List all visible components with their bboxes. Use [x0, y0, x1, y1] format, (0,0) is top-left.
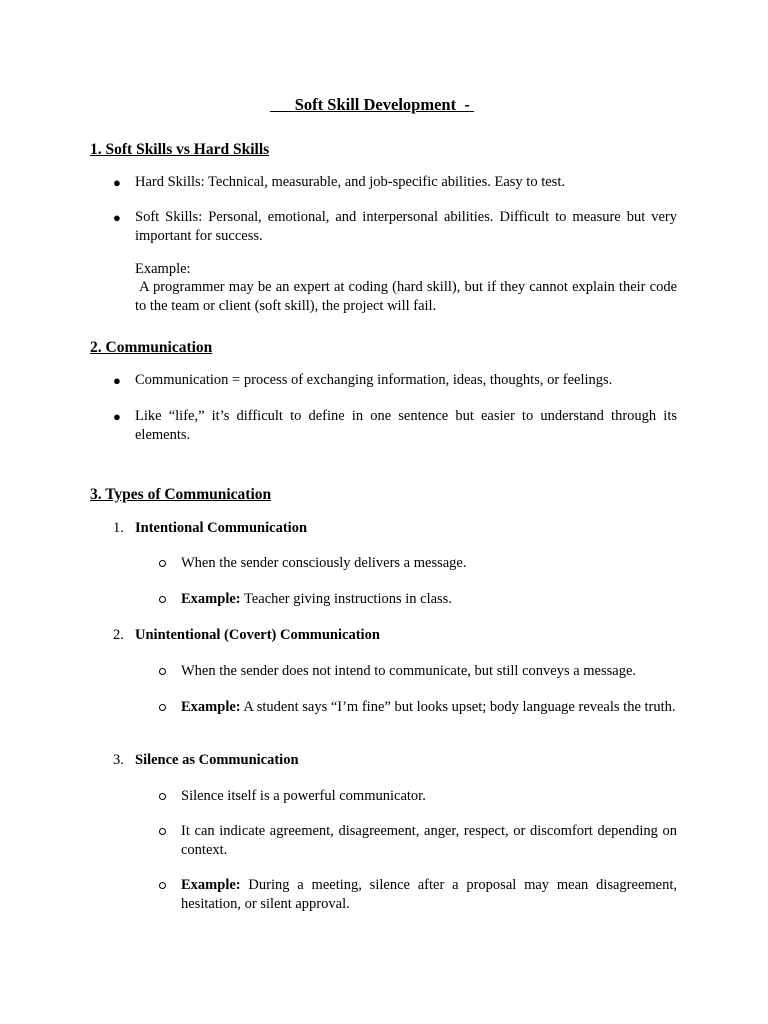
bullet-dot-icon: ● — [113, 210, 121, 225]
bullet-hard-skills: Hard Skills: Technical, measurable, and job-specific abilities. Easy to test. — [135, 174, 565, 190]
circle-bullet-icon — [159, 882, 166, 889]
page-title: Soft Skill Development - — [294, 95, 470, 114]
section-heading-communication: 2. Communication — [90, 339, 213, 356]
circle-bullet-icon — [159, 704, 166, 711]
item-title-silence: Silence as Communication — [135, 752, 299, 768]
list-number: 2. — [113, 627, 124, 643]
circle-bullet-icon — [159, 596, 166, 603]
point-text: When the sender does not intend to communicate, but still conveys a message. — [181, 663, 637, 679]
item-title-intentional: Intentional Communication — [135, 520, 308, 536]
bullet-communication-definition: Communication = process of exchanging information, ideas, thoughts, or feelings. — [135, 372, 613, 388]
circle-bullet-icon — [159, 560, 166, 567]
bullet-dot-icon: ● — [113, 409, 121, 424]
point-example: Example: A student says “I’m fine” but looks upset; body language reveals the truth. — [181, 699, 676, 715]
bullet-communication-life: Like “life,” it’s difficult to define in one sentence but easier to understand through its elements. — [135, 408, 677, 443]
point-example: Example: Teacher giving instructions in class. — [181, 591, 452, 607]
bullet-dot-icon: ● — [113, 373, 121, 388]
point-text: Silence itself is a powerful communicator. — [181, 788, 426, 804]
item-title-unintentional: Unintentional (Covert) Communication — [135, 627, 380, 643]
point-text: It can indicate agreement, disagreement, anger, respect, or discomfort depending on context. — [181, 823, 677, 858]
point-example: Example: During a meeting, silence after a proposal may mean disagreement, hesitation, or silent approval. — [181, 877, 681, 912]
bullet-dot-icon: ● — [113, 175, 121, 190]
section-heading-soft-vs-hard: 1. Soft Skills vs Hard Skills — [90, 141, 270, 158]
example-label: Example: — [135, 261, 191, 277]
circle-bullet-icon — [159, 828, 166, 835]
example-text: A programmer may be an expert at coding (hard skill), but if they cannot explain their code to the team or client (soft skill), the project will fail. — [135, 279, 681, 314]
list-number: 3. — [113, 752, 124, 768]
point-text: When the sender consciously delivers a message. — [181, 555, 467, 571]
circle-bullet-icon — [159, 793, 166, 800]
bullet-soft-skills: Soft Skills: Personal, emotional, and interpersonal abilities. Difficult to measure but very important for success. — [135, 209, 677, 244]
list-number: 1. — [113, 520, 124, 536]
section-heading-types: 3. Types of Communication — [90, 486, 272, 503]
circle-bullet-icon — [159, 668, 166, 675]
